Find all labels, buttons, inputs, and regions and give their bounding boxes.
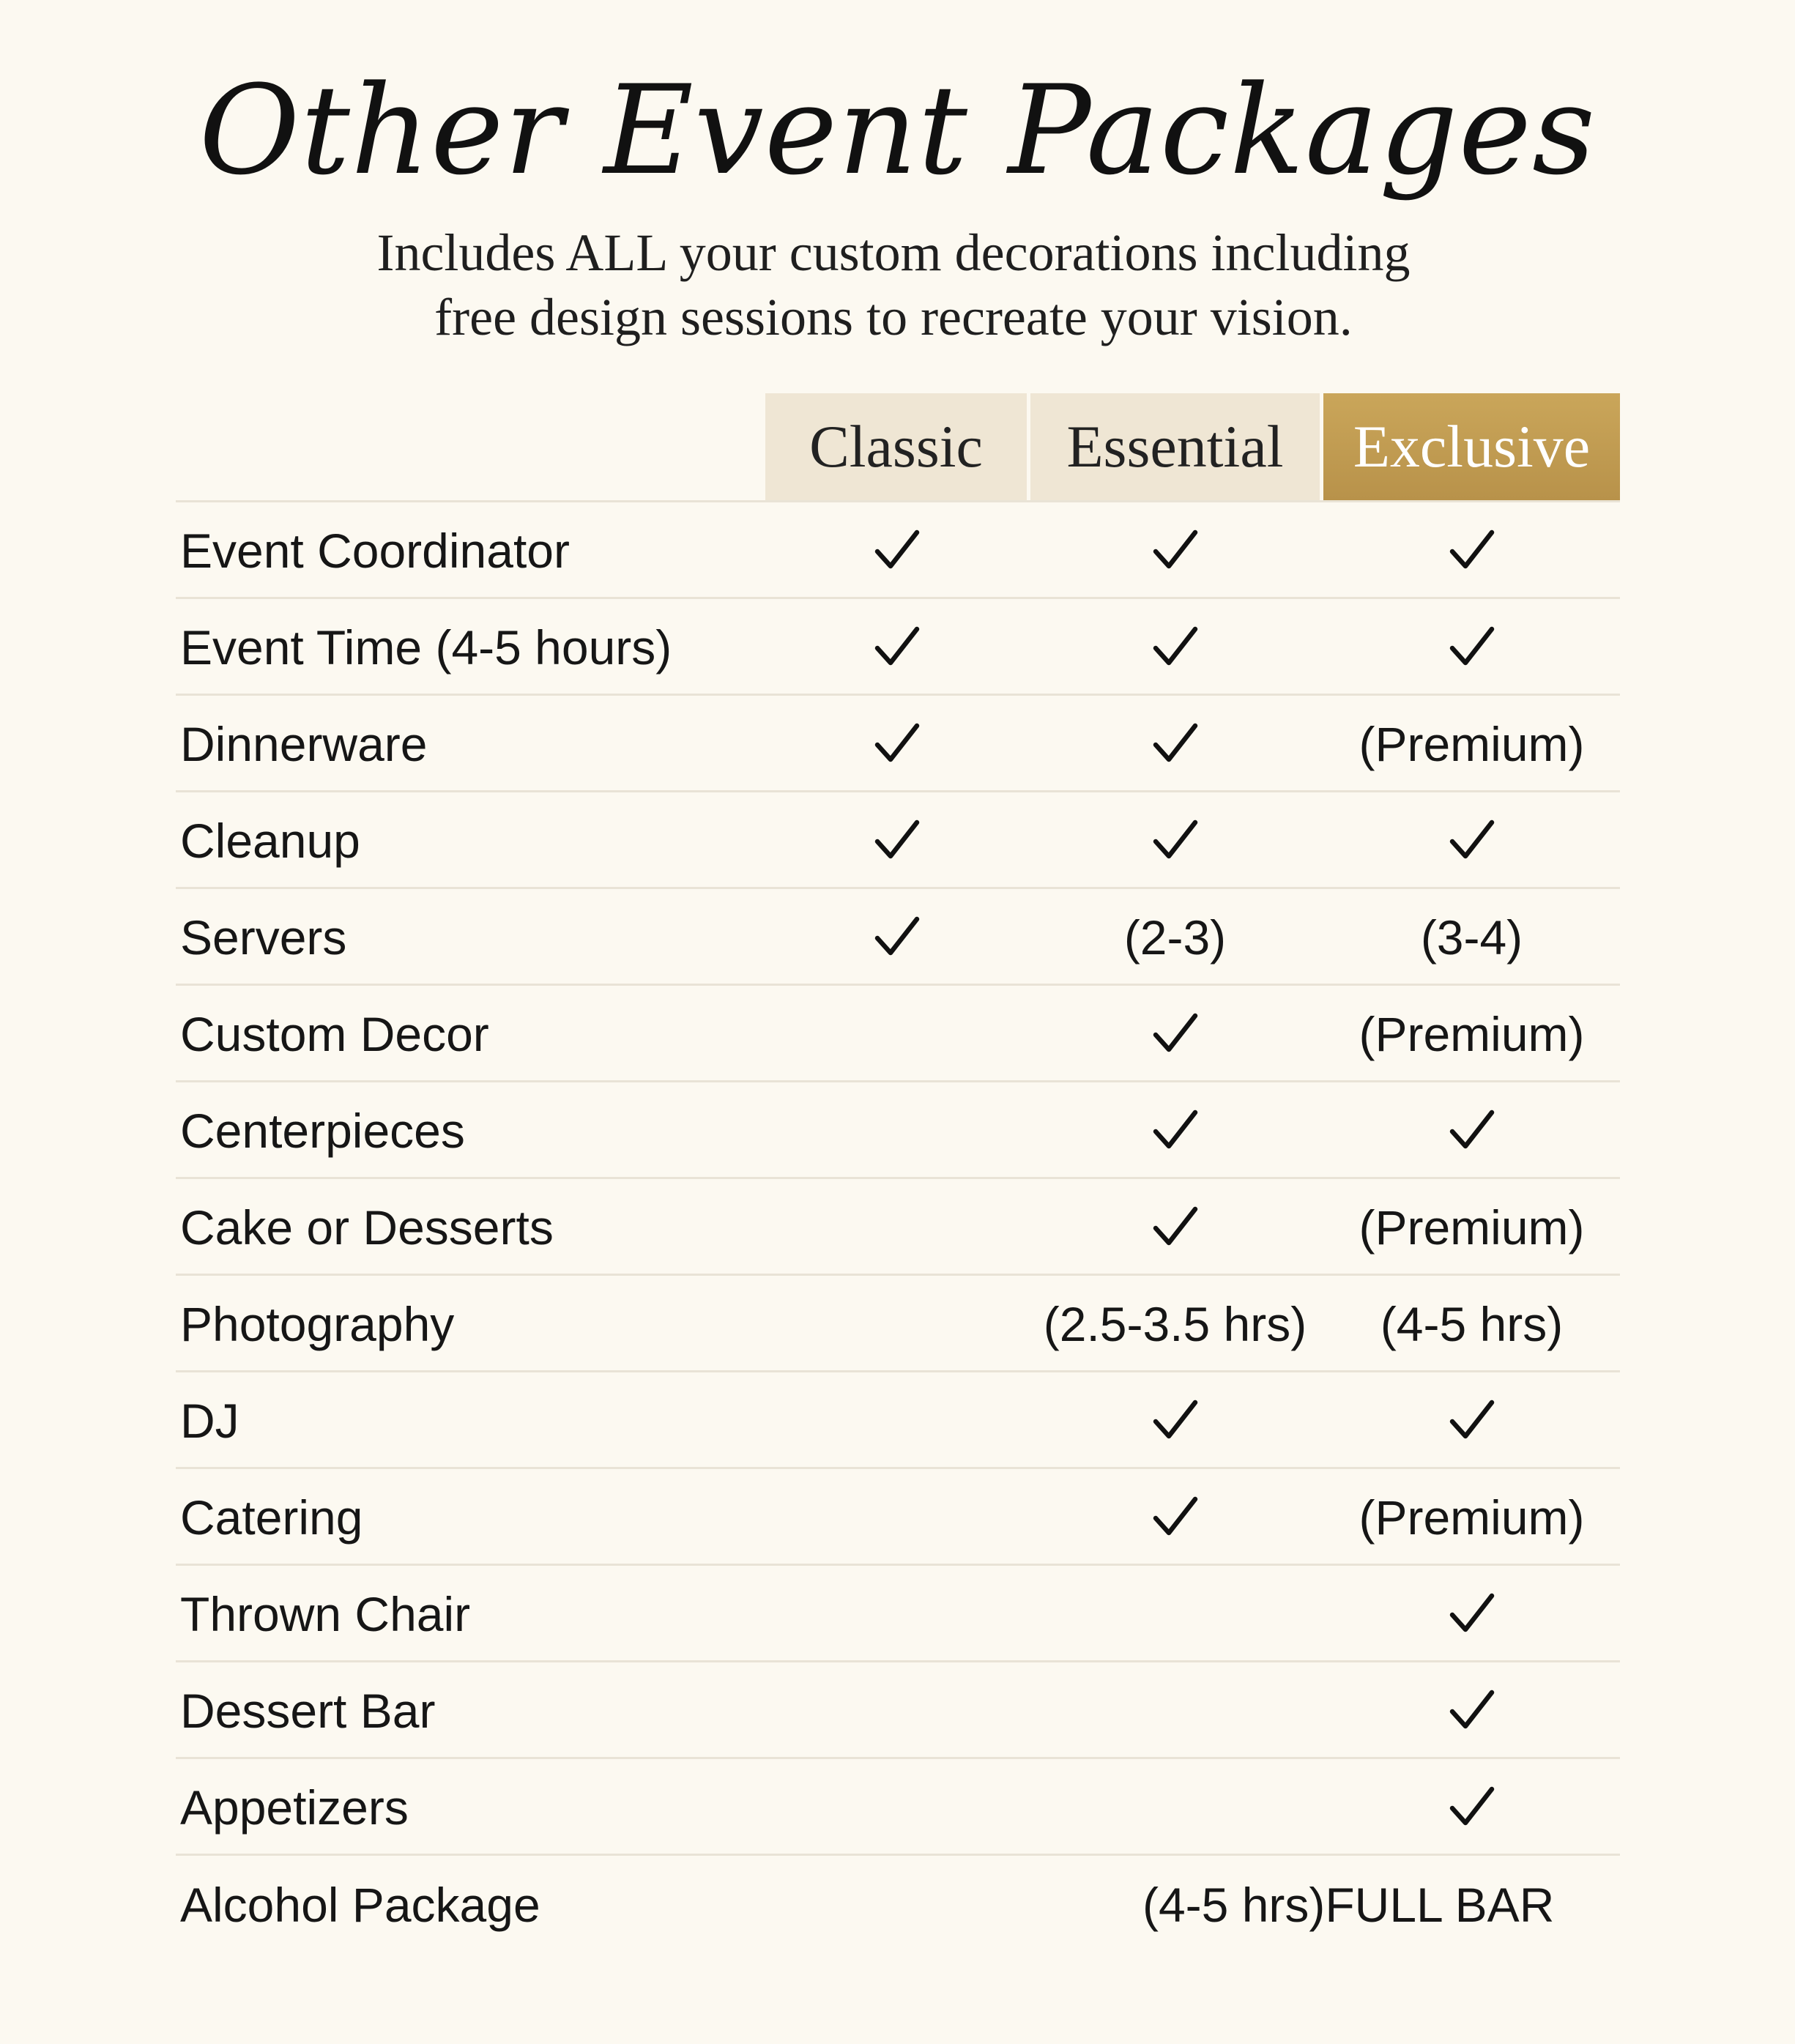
row-label: Cleanup [180,814,360,868]
table-row [176,1370,1620,1467]
cell-essential [1030,1662,1320,1759]
cell-essential [1030,502,1320,599]
cell-classic [766,1082,1027,1179]
table-row [176,887,1620,984]
cell-exclusive [1323,986,1620,1082]
subtitle-line-1: Includes ALL your custom decorations including [376,223,1411,282]
cell-essential [1030,1179,1320,1276]
subtitle-line-2: free design sessions to recreate your vision. [434,288,1353,346]
checkmark-icon [1448,623,1496,672]
cell-text: (2-3) [1123,910,1227,965]
checkmark-icon [1151,1107,1200,1155]
checkmark-icon [1151,1203,1200,1252]
checkmark-icon [1151,1397,1200,1445]
checkmark-icon [873,623,921,672]
checkmark-icon [873,817,921,865]
row-label: Thrown Chair [180,1587,471,1641]
row-label: Catering [180,1490,363,1545]
row-label: Centerpieces [180,1104,465,1158]
cell-classic [766,1372,1027,1469]
cell-exclusive [1323,792,1620,889]
table-row [176,694,1620,790]
alcohol-package-value: (4-5 hrs)FULL BAR [1142,1878,1555,1932]
cell-text: (Premium) [1359,1490,1585,1545]
cell-classic [766,1759,1027,1856]
table-row [176,1564,1620,1660]
table-row [176,1274,1620,1370]
cell-exclusive [1323,1372,1620,1469]
column-header-essential: Essential [1030,393,1320,500]
cell-exclusive [1323,1662,1620,1759]
cell-essential [1030,986,1320,1082]
checkmark-icon [1151,720,1200,768]
checkmark-icon [1448,1397,1496,1445]
cell-exclusive [1323,599,1620,696]
cell-classic [766,1469,1027,1566]
table-row [176,790,1620,887]
cell-essential [1030,1566,1320,1662]
cell-essential [1030,696,1320,792]
page-title: Other Event Packages [198,59,1597,202]
table-row [176,1757,1620,1854]
cell-essential [1030,1372,1320,1469]
cell-classic [766,986,1027,1082]
table-row [176,984,1620,1080]
row-label: Custom Decor [180,1007,489,1061]
checkmark-icon [1151,1010,1200,1058]
checkmark-icon [1448,1590,1496,1638]
column-header-exclusive: Exclusive [1323,393,1620,500]
cell-exclusive [1323,1179,1620,1276]
checkmark-icon [1151,1493,1200,1542]
column-header-classic: Classic [765,393,1027,500]
checkmark-icon [873,720,921,768]
cell-classic [766,696,1027,792]
cell-exclusive [1323,889,1620,986]
cell-classic [766,1662,1027,1759]
cell-classic [766,792,1027,889]
cell-exclusive [1323,1469,1620,1566]
checkmark-icon [873,913,921,962]
cell-essential [1030,1276,1320,1372]
cell-exclusive [1323,502,1620,599]
row-label: Servers [180,910,347,965]
cell-classic [766,1276,1027,1372]
cell-text: (4-5 hrs) [1380,1297,1564,1351]
cell-exclusive [1323,1759,1620,1856]
cell-classic [766,889,1027,986]
cell-essential [1030,1082,1320,1179]
cell-classic [766,1179,1027,1276]
cell-exclusive [1323,1566,1620,1662]
cell-text: (Premium) [1359,1007,1585,1061]
checkmark-icon [1151,527,1200,575]
cell-essential [1030,1759,1320,1856]
table-row [176,597,1620,694]
cell-text: (Premium) [1359,717,1585,771]
table-row [176,500,1620,597]
row-label: Cake or Desserts [180,1200,554,1255]
cell-exclusive [1323,1276,1620,1372]
cell-essential [1030,889,1320,986]
row-label: Dessert Bar [180,1684,436,1738]
row-label: Event Time (4-5 hours) [180,620,672,674]
cell-classic [766,1566,1027,1662]
cell-essential [1030,792,1320,889]
cell-text: (Premium) [1359,1200,1585,1255]
cell-essential [1030,599,1320,696]
checkmark-icon [873,527,921,575]
checkmark-icon [1448,527,1496,575]
cell-essential [1030,1469,1320,1566]
table-row [176,1660,1620,1757]
table-row [176,1080,1620,1177]
cell-classic [766,599,1027,696]
table-row [176,1467,1620,1564]
checkmark-icon [1151,817,1200,865]
cell-exclusive [1323,696,1620,792]
cell-text: (2.5-3.5 hrs) [1043,1297,1307,1351]
checkmark-icon [1448,817,1496,865]
row-label: Photography [180,1297,455,1351]
cell-classic [766,502,1027,599]
row-label: Appetizers [180,1780,409,1835]
row-label: Dinnerware [180,717,428,771]
row-label: Alcohol Package [180,1878,540,1932]
checkmark-icon [1448,1107,1496,1155]
cell-text: (3-4) [1420,910,1523,965]
table-row [176,1177,1620,1274]
row-label: Event Coordinator [180,524,570,578]
checkmark-icon [1448,1687,1496,1735]
row-label: DJ [180,1394,239,1448]
cell-exclusive [1323,1082,1620,1179]
checkmark-icon [1448,1783,1496,1832]
checkmark-icon [1151,623,1200,672]
row-divider [176,1854,1620,1856]
